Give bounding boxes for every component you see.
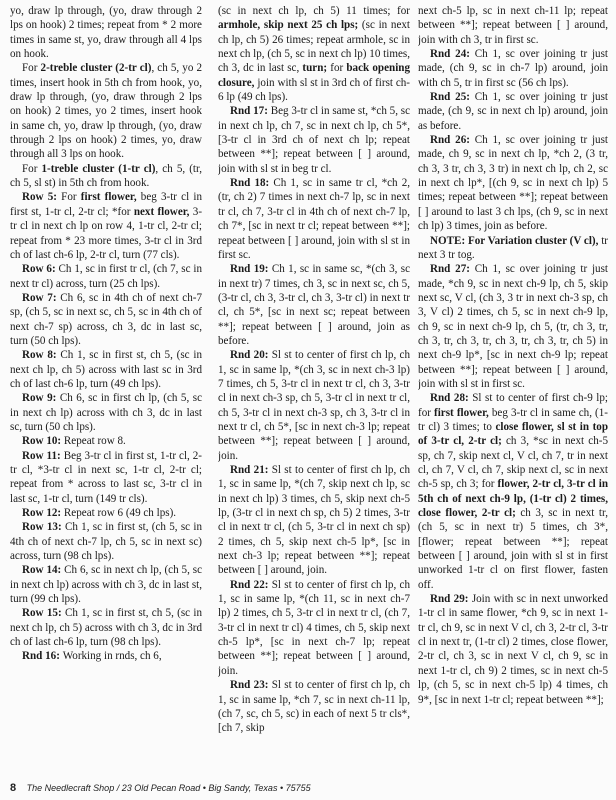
text-run: Ch 1, sc in first st, ch 5, (sc in next ch lp, ch 5) across with last sc in 3rd ch of last ch-6 lp, turn (49 ch lps). xyxy=(10,349,202,390)
text-run: Ch 1, sc in first tr cl, (ch 7, sc in next tr cl) across, turn (25 ch lps). xyxy=(10,263,202,290)
bold-text: Rnd 23: xyxy=(230,679,272,692)
bold-text: Row 14: xyxy=(22,564,65,577)
bold-text: Row 11: xyxy=(22,449,64,462)
paragraph xyxy=(10,649,202,663)
paragraph xyxy=(418,90,608,133)
column-1 xyxy=(10,4,202,772)
text-run: Ch 1, sc in first st, (ch 5, sc in 4th ch of next ch-7 lp, ch 5, sc in next sc) across, turn (98 ch lps). xyxy=(10,521,202,563)
bold-text: flower, 2-tr cl, 3-tr cl in 5th ch of next ch-9 lp, (1-tr cl) 2 times, close flower, 2-tr cl; xyxy=(418,478,608,520)
bold-text: turn; xyxy=(302,62,328,75)
bold-text: Row 8: xyxy=(22,349,61,362)
bold-text: armhole, skip next 25 ch lps; xyxy=(218,19,359,32)
paragraph xyxy=(418,234,608,263)
bold-text: Row 7: xyxy=(22,291,61,304)
paragraph xyxy=(10,348,202,391)
paragraph xyxy=(418,4,608,47)
paragraph xyxy=(418,133,608,233)
page-number: 8 xyxy=(10,782,17,794)
paragraph xyxy=(10,291,202,348)
column-2 xyxy=(218,4,410,772)
bold-text: Row 15: xyxy=(22,607,65,620)
paragraph xyxy=(418,47,608,90)
paragraph xyxy=(10,391,202,434)
bold-text: first flower, xyxy=(80,191,137,204)
text-run: tr next 3 tr tog. xyxy=(418,234,608,261)
bold-text: back opening closure, xyxy=(218,62,410,89)
text-run: next ch-5 lp, sc in next ch-11 lp; repeat between **]; repeat between [ ] around, join with ch 3, tr in first sc. xyxy=(418,5,608,46)
paragraph xyxy=(10,506,202,520)
text-run: join with sl st in 3rd ch of first ch-6 lp (49 ch lps). xyxy=(218,76,410,104)
bold-text: Row 9: xyxy=(22,392,60,405)
paragraph xyxy=(418,391,608,592)
paragraph xyxy=(418,262,608,391)
bold-text: Row 12: xyxy=(22,507,64,520)
bold-text: Rnd 27: xyxy=(430,263,475,276)
paragraph xyxy=(218,678,410,735)
column-3 xyxy=(418,4,608,772)
bold-text: Rnd 18: xyxy=(230,177,274,190)
text-run: Sl st to center of first ch lp, ch 1, sc in same lp, *ch 7, sc in next ch-11 lp, (ch 7, sc, ch 5, sc) in each of next 5 tr cls*, [ch 7, skip xyxy=(218,679,410,735)
bold-text: Rnd 21: xyxy=(230,464,272,476)
paragraph xyxy=(218,578,410,678)
text-run: (sc in next ch lp, ch 5) 11 times; for xyxy=(218,5,410,17)
text-run: for xyxy=(327,62,347,75)
bold-text: first flower, xyxy=(434,406,489,419)
text-run: beg 3-tr cl in first st, 1-tr cl, 2-tr cl; *for xyxy=(10,191,202,218)
text-run: beg 3-tr cl in same ch, (1-tr cl) 3 times; to xyxy=(418,406,608,433)
bold-text: Rnd 29: xyxy=(430,593,472,606)
bold-text: Row 13: xyxy=(22,521,65,534)
text-run: For xyxy=(22,62,41,75)
bold-text: Rnd 20: xyxy=(230,349,272,362)
text-run: , ch 5, yo 2 times, insert hook in 5th ch from hook, yo, draw lp through, (yo, draw through 2 lps on hook) 2 times, yo 2 times, insert hook in same ch, yo, draw lp through, (yo, draw through 2 lps on hook) 2 times, yo, draw through all 3 lps on hook. xyxy=(10,62,202,161)
text-run: Ch 1, sc over joining tr just made, *ch 9, sc in next ch-9 lp, ch 5, skip next sc, V cl, (ch 3, 3 tr in next ch-3 sp, ch 3, V cl) 2 times, ch 5, sc in next ch-9 lp, ch 9, sc in next ch-9 lp, ch 5, (tr, ch 3, tr, ch 3, tr, ch 3, tr, ch 3, tr, ch 3, tr, ch 5) in next ch-9 lp*, [sc in next ch-9 lp; repeat between **]; repeat between [ ] around, join with sl st in first sc. xyxy=(418,263,608,390)
paragraph xyxy=(218,463,410,578)
text-run: Repeat row 6 (49 ch lps). xyxy=(63,507,177,520)
paragraph xyxy=(10,162,202,191)
bold-text: Rnd 26: xyxy=(430,134,475,147)
text-run: Sl st to center of first ch lp, ch 1, sc in same lp, *(ch 11, sc in next ch-7 lp) 2 times, ch 5, 3-tr cl in next tr cl, (ch 7, 3-tr cl in next tr cl) 4 times, ch 5, skip next ch-5 lp*, [sc in next ch-7 lp; repeat between **]; repeat between [ ] around, join. xyxy=(218,578,410,677)
text-run: Ch 6, sc in 4th ch of next ch-7 sp, (ch 5, sc in next sc, ch 5, sc in 4th ch of next ch-7 sp) across, ch 3, dc in last sc, turn (50 ch lps). xyxy=(10,291,202,347)
paragraph xyxy=(10,4,202,61)
bold-text: close flower, sl st in top of 3-tr cl, 2-tr cl; xyxy=(418,420,608,448)
bold-text: Rnd 25: xyxy=(430,91,475,104)
paragraph xyxy=(218,176,410,262)
text-run: Ch 6, sc in next ch lp, (ch 5, sc in next ch lp) across with ch 3, dc in last st, turn (99 ch lps). xyxy=(10,564,202,606)
paragraph xyxy=(10,563,202,606)
text-run: Ch 1, sc over joining tr just made, (ch 9, sc in next ch lp) around, join as before. xyxy=(418,91,608,132)
bold-text: 2-treble cluster (2-tr cl) xyxy=(40,62,152,75)
bold-text: 1-treble cluster (1-tr cl) xyxy=(41,162,156,175)
text-run: (sc in next ch lp, ch 5) 26 times; repeat armhole, sc in next ch lp, (ch 5, sc in next ch lp) 10 times, ch 3, dc in last sc, xyxy=(218,19,410,75)
bold-text: NOTE: For Variation cluster (V cl), xyxy=(430,234,599,247)
text-run: ch 3, *sc in next ch-5 sp, ch 7, skip next cl, V cl, ch 7, tr in next cl, ch 7, V cl, ch 7, skip next cl, sc in next ch-5 sp, ch 3; for xyxy=(418,435,608,491)
text-run: For xyxy=(61,191,81,204)
text-run: Repeat row 8. xyxy=(63,435,126,448)
text-run: Sl st to center of first ch lp, ch 1, sc in same lp, *(ch 3, sc in next ch-3 lp) 7 times, ch 5, 3-tr cl in next tr cl, ch 3, 3-tr cl in next ch-3 sp, ch 5, 3-tr cl in next tr cl, ch 5, 3-tr cl in next ch-3 sp, ch 3, 3-tr cl in next tr cl, ch 5*, [sc in next ch-3 lp; repeat between **]; repeat between [ ] around, join. xyxy=(218,349,410,462)
text-run: Ch 1, sc over joining tr just made, (ch 9, sc in ch-7 lp) around, join with ch 5, tr in first sc (56 ch lps). xyxy=(418,48,608,89)
paragraph xyxy=(10,449,202,506)
paragraph xyxy=(218,262,410,348)
page-footer xyxy=(10,782,610,794)
bold-text: Row 6: xyxy=(22,263,59,276)
text-run: Ch 1, sc in same sc, *(ch 3, sc in next tr) 7 times, ch 3, sc in next sc, ch 5, (3-tr cl, ch 3, 3-tr cl, ch 3, 3-tr cl) in next tr cl, ch 5*, [sc in next sc; repeat between **]; repeat between [ ] around, join as before. xyxy=(218,263,410,347)
text-run: Sl st to center of first ch lp, ch 1, sc in same lp, *(ch 7, skip next ch lp, sc in next ch lp) 3 times, ch 5, skip next ch-5 lp, (3-tr cl in next ch sp, ch 5) 2 times, 3-tr cl in next tr cl, (ch 5, 3-tr cl in next ch sp) 2 times, ch 5, skip next ch-5 lp*, [sc in next ch-3 lp; repeat between **]; repeat between [ ] around, join. xyxy=(218,464,410,577)
text-run: Ch 1, sc over joining tr just made, ch 9, sc in next ch lp, *ch 2, (3 tr, ch 3, 3 tr, ch 3, 3 tr) in next ch lp, ch 2, sc in next ch lp*, [(ch 9, sc in next ch lp) 5 times; repeat between **]; repeat between [ ] around to last 3 ch lps, (ch 9, sc in next ch lp) 3 times, join as before. xyxy=(418,134,608,233)
paragraph xyxy=(10,520,202,563)
text-run: Ch 1, sc in same tr cl, *ch 2, (tr, ch 2) 7 times in next ch-7 lp, sc in next tr cl, ch 7, 3-tr cl in 4th ch of next ch-7 lp, ch 7*, [sc in next tr cl; repeat between **]; repeat between [ ] around, join with sl st in first sc. xyxy=(218,177,410,261)
paragraph xyxy=(218,4,410,104)
bold-text: Rnd 28: xyxy=(430,392,473,405)
bold-text: Row 5: xyxy=(22,191,62,204)
bold-text: next flower, xyxy=(133,205,190,218)
text-run: For xyxy=(22,162,42,175)
paragraph xyxy=(418,592,608,707)
paragraph xyxy=(10,262,202,291)
bold-text: Rnd 19: xyxy=(230,263,272,276)
bold-text: Rnd 22: xyxy=(230,578,272,591)
text-run: Ch 6, sc in first ch lp, (ch 5, sc in next ch lp) across with ch 3, dc in last sc, turn (50 ch lps). xyxy=(10,392,202,433)
text-run: , ch 5, (tr, ch 5, sl st) in 5th ch from hook. xyxy=(10,162,202,190)
text-run: Beg 3-tr cl in first st, 1-tr cl, 2-tr cl, *3-tr cl in next sc, 1-tr cl, 2-tr cl; repeat from * across to last sc, 3-tr cl in last sc, 1-tr cl, turn (149 tr cls). xyxy=(10,449,202,505)
text-run: Beg 3-tr cl in same st, *ch 5, sc in next ch lp, ch 7, sc in next ch lp, ch 5*, [3-tr cl in 3rd ch of next ch lp; repeat between **]; repeat between [ ] around, join with sl st in beg tr cl. xyxy=(218,105,410,175)
text-run: Sl st to center of first ch-9 lp; for xyxy=(418,392,608,419)
paragraph xyxy=(218,104,410,176)
bold-text: Rnd 24: xyxy=(430,48,475,61)
bold-text: Rnd 16: xyxy=(22,650,63,663)
text-run: yo, draw lp through, (yo, draw through 2 lps on hook) 2 times; repeat from * 2 more times in same st, yo, draw through all 4 lps on hook. xyxy=(10,5,202,61)
paragraph xyxy=(218,348,410,463)
paragraph xyxy=(10,434,202,448)
text-run: ch 3, sc in next tr, (ch 5, sc in next tr) 5 times, ch 3*, [flower; repeat between **]; repeat between [ ] around, join with sl st in first unworked 1-tr cl on first flower, fasten off. xyxy=(418,507,608,591)
text-run: Ch 1, sc in first st, ch 5, (sc in next ch lp, ch 5) across with ch 3, dc in 3rd ch of last ch-6 lp, turn (98 ch lps). xyxy=(10,607,202,649)
bold-text: Rnd 17: xyxy=(230,105,271,118)
text-run: Working in rnds, ch 6, xyxy=(62,650,162,663)
text-run: 3-tr cl in next ch lp on row 4, 1-tr cl, 2-tr cl; repeat from * 23 more times, 3-tr cl in 3rd ch of last ch-6 lp, 2-tr cl, turn (77 cls). xyxy=(10,205,202,261)
bold-text: Row 10: xyxy=(22,435,64,448)
paragraph xyxy=(10,61,202,161)
paragraph xyxy=(10,190,202,262)
paragraph xyxy=(10,606,202,649)
publisher-line: The Needlecraft Shop / 23 Old Pecan Road • Big Sandy, Texas • 75755 xyxy=(26,783,311,793)
text-run: Join with sc in next unworked 1-tr cl in same flower, *ch 9, sc in next 1-tr cl, ch 9, sc in next V cl, ch 3, 2-tr cl, 3-tr cl in next tr, (1-tr cl) 2 times, close flower, 2-tr cl, ch 3, sc in next V cl, ch 9, sc in next 1-tr cl, ch 9) 2 times, sc in next ch-5 lp, (ch 5, sc in next ch-5 lp) 4 times, ch 9*, [sc in next 1-tr cl; repeat between **]; xyxy=(418,593,608,706)
